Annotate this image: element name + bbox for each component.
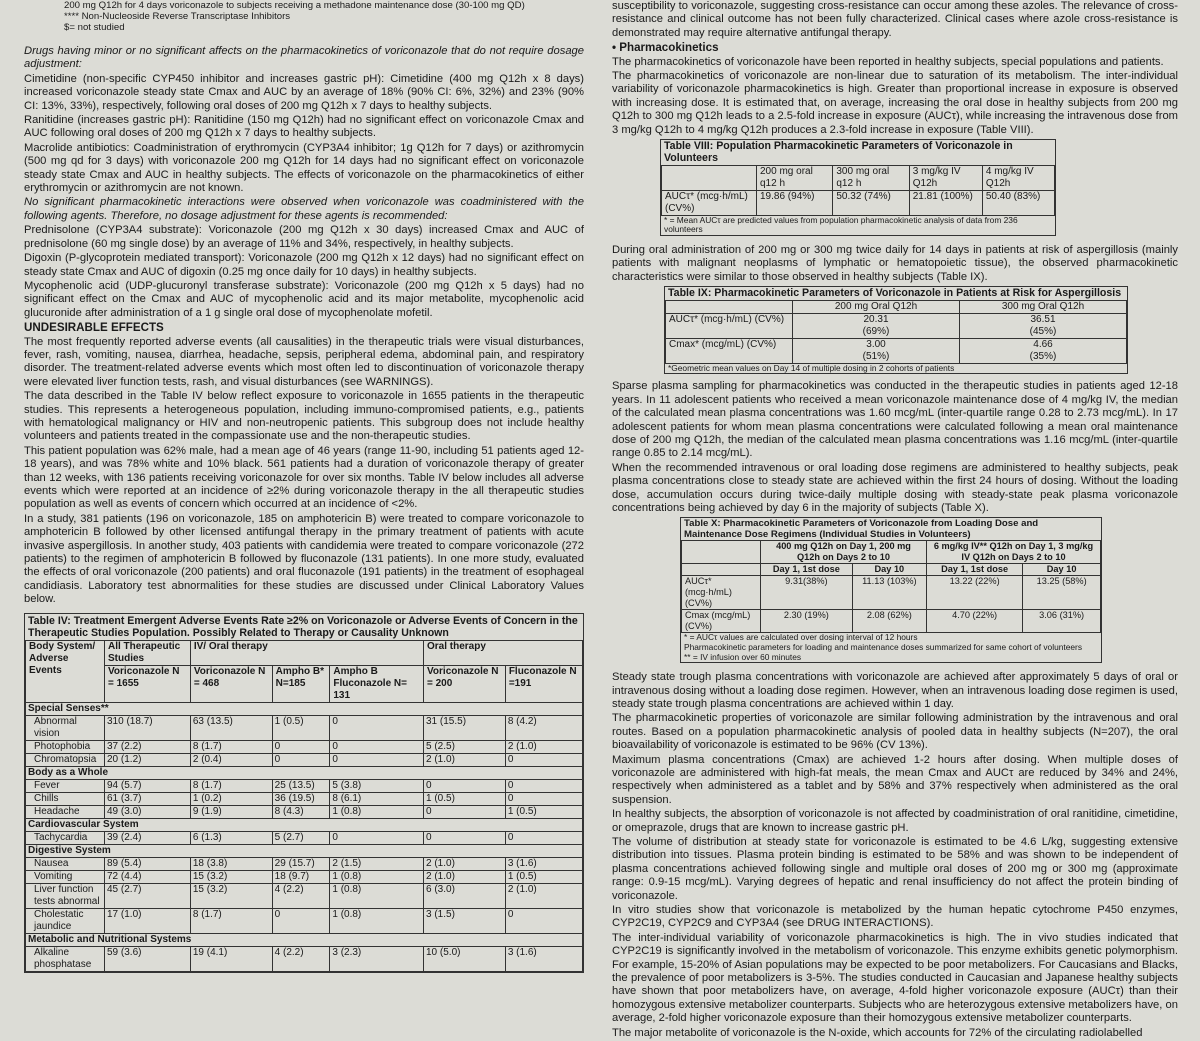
table-iv-all-header: All Therapeutic Studies (105, 641, 191, 666)
table-x-cmax-2: 2.08 (62%) (852, 610, 926, 633)
table-iv-cell: 2 (1.0) (505, 884, 582, 909)
table-iv-cell: 1 (0.8) (330, 909, 424, 934)
table-x-cmax-3: 4.70 (22%) (926, 610, 1022, 633)
table-ix-cmax-300: 4.66 (1033, 338, 1053, 350)
table-iv-cell: 29 (15.7) (272, 858, 330, 871)
table-x-auc-label: AUCτ* (mcg·h/mL) (CV%) (682, 576, 761, 610)
table-iv-cell: 61 (3.7) (105, 793, 191, 806)
cross-resistance-paragraph: susceptibility to voriconazole, suggesting cross-resistance can occur among these azoles. The relevance of cross-resistance and clinical outcome has not been fully characterized. Clinical cases where azole cross-resistance is demonstrated may require alternative antifungal therapy. (612, 0, 1178, 39)
table-viii-value-1: 19.86 (94%) (757, 190, 833, 215)
table-iv-cell: 1 (0.2) (190, 793, 272, 806)
table-iv-cell: 0 (505, 832, 582, 845)
table-iv-section-row (26, 819, 583, 832)
table-viii-col-4: 4 mg/kg IV Q12h (982, 165, 1054, 190)
table-iv-cell: 1 (0.5) (505, 871, 582, 884)
adverse-events-paragraph-1: The most frequently reported adverse events (all causalities) in the therapeutic trials were visual disturbances, fever, rash, vomiting, nausea, diarrhea, headache, sepsis, peripheral edema, abdominal pain, and respiratory disorder. The treatment-related adverse events which most often led to discontinuation of voriconazole therapy were elevated liver function tests, rash, and visual disturbances (see WARNINGS). (24, 335, 584, 388)
table-ix-auc-300: 36.51 (1030, 313, 1056, 325)
table-x-auc-4: 13.25 (58%) (1023, 576, 1101, 610)
undesirable-effects-heading: UNDESIRABLE EFFECTS (24, 321, 164, 335)
adverse-events-paragraph-4: In a study, 381 patients (196 on voriconazole, 185 on amphotericin B) were treated to compare voriconazole to amphotericin B followed by other licensed antifungal therapy in the primary treatment of patients with acute invasive aspergillosis. In another study, 403 patients with candidemia were treated to compare voriconazole (272 patients) to the regimen of amphotericin B followed by fluconazole (131 patients). In one more study, evaluated the effects of oral voriconazole (200 patients) and oral fluconazole (191 patients) in the treatment of esophageal candidiasis. Laboratory test abnormalities for these studies are discussed under Clinical Laboratory Values below. (24, 512, 584, 606)
table-iv-cell: 0 (424, 780, 506, 793)
table-iv-cell: 17 (1.0) (105, 909, 191, 934)
table-iv-cell: 0 (330, 754, 424, 767)
digoxin-paragraph: Digoxin (P-glycoprotein mediated transport): Voriconazole (200 mg Q12h x 12 days) had no significant effect on steady state Cmax and AUC of digoxin (0.25 mg once daily for 10 days) in healthy subjects. (24, 252, 584, 278)
table-iv-section-row (26, 934, 583, 947)
sparse-sampling-paragraph: Sparse plasma sampling for pharmacokinetics was conducted in the therapeutic studies in patients aged 12-18 years. In 11 adolescent patients who received a mean voriconazole maintenance dose of 4 mg/kg IV, the median of the calculated mean plasma concentrations was 1.60 mcg/mL (inter-quartile range 0.28 to 2.73 mcg/mL). In 17 adolescent patients for whom mean plasma concentrations were calculated following a mean oral maintenance dose of 200 mg Q12h, the median of the calculated mean plasma concentrations was 1.16 mcg/mL (inter-quartile range 0.85 to 2.14 mcg/mL). (612, 380, 1178, 460)
ranitidine-paragraph: Ranitidine (increases gastric pH): Ranitidine (150 mg Q12h) had no significant effect on voriconazole Cmax and AUC following oral doses of 200 mg Q12h x 7 days to healthy subjects. (24, 114, 584, 140)
adverse-events-paragraph-3: This patient population was 62% male, had a mean age of 46 years (range 11-90, including 51 patients aged 12-18 years), and was 78% white and 10% black. 561 patients had a duration of voriconazole therapy of greater than 12 weeks, with 136 patients receiving voriconazole for over six months. Table IV below includes all adverse events which were reported at an incidence of ≥2% during voriconazole therapy in the all therapeutic studies population as well as events of concern which occurred at an incidence of <2%. (24, 444, 584, 511)
table-iv-cell: 0 (424, 806, 506, 819)
table-viii-row-label: AUCτ* (mcg·h/mL) (CV%) (662, 190, 757, 215)
table-iv-cell: 8 (6.1) (330, 793, 424, 806)
table-iv-subheader: Ampho B Fluconazole N= 131 (330, 666, 424, 703)
cimetidine-paragraph: Cimetidine (non-specific CYP450 inhibitor and increases gastric pH): Cimetidine (400 mg Q12h x 8 days) increased voriconazole steady state Cmax and AUC by an average of 18% (90% CI: 6%, 32%) and 23% (90% CI: 13%, 33%), respectively, following oral doses of 200 mg Q12h x 7 days to healthy subjects. (24, 72, 584, 112)
table-iv-cell: 9 (1.9) (190, 806, 272, 819)
table-viii-value-4: 50.40 (83%) (982, 190, 1054, 215)
table-row (26, 793, 583, 806)
table-viii-caption: Table VIII: Population Pharmacokinetic Parameters of Voriconazole in Volunteers (664, 140, 1013, 165)
table-x-auc-2: 11.13 (103%) (852, 576, 926, 610)
table-iv-cell: 0 (330, 716, 424, 741)
table-iv-subheader: Voriconazole N = 200 (424, 666, 506, 703)
table-iv-cell: 0 (505, 780, 582, 793)
table-iv-event-label: Liver function tests abnormal (26, 884, 105, 909)
table-iv-grid (25, 640, 583, 972)
table-row (26, 947, 583, 972)
table-ix-grid (665, 300, 1127, 364)
table-iv-iv-header: IV/ Oral therapy (190, 641, 423, 666)
table-iv-cell: 18 (9.7) (272, 871, 330, 884)
minor-effects-heading: Drugs having minor or no significant affects on the pharmacokinetics of voriconazole that do not require dosage adjustment: (24, 45, 584, 71)
table-iv-cell: 1 (0.5) (505, 806, 582, 819)
table-iv-cell: 5 (2.5) (424, 741, 506, 754)
pk-paragraph-2: The pharmacokinetics of voriconazole are non-linear due to saturation of its metabolism. The inter-individual variability of voriconazole pharmacokinetics is high. Greater than proportional increase in exposure is observed with increasing dose. It is estimated that, on average, increasing the oral dose in healthy subjects from 200 mg Q12h to 300 mg Q12h leads to a 2.5-fold increase in exposure (AUCτ), while increasing the intravenous dose from 3 mg/kg Q12h to 4 mg/kg Q12h produces a 2.3-fold increase in exposure (Table VIII). (612, 70, 1178, 136)
table-iv-cell: 36 (19.5) (272, 793, 330, 806)
table-iv (24, 613, 584, 974)
pk-paragraph-1: The pharmacokinetics of voriconazole have been reported in healthy subjects, special populations and patients. (612, 55, 1164, 68)
pharmacokinetics-heading-text: Pharmacokinetics (619, 41, 719, 55)
table-x (680, 517, 1102, 663)
table-viii-col-3: 3 mg/kg IV Q12h (909, 165, 982, 190)
table-iv-oral-header: Oral therapy (424, 641, 583, 666)
table-iv-subheader: Voriconazole N = 468 (190, 666, 272, 703)
table-iv-event-label: Vomiting (26, 871, 105, 884)
adverse-events-paragraph-2: The data described in the Table IV below reflect exposure to voriconazole in 1655 patients in the therapeutic studies. This represents a heterogeneous population, including immuno-compromised patients, e.g., patients with hematological malignancy or HIV and non-neutropenic patients. This subgroup does not include healthy volunteers and patients treated in the compassionate use and the non-therapeutic studies. (24, 390, 584, 443)
table-x-col-3: Day 1, 1st dose (926, 564, 1022, 576)
table-ix-col-1: 200 mg Oral Q12h (793, 300, 960, 313)
table-iv-event-label: Headache (26, 806, 105, 819)
table-iv-cell: 2 (1.0) (424, 858, 506, 871)
table-iv-cell: 1 (0.8) (330, 884, 424, 909)
pharmacokinetics-heading: • Pharmacokinetics (612, 41, 719, 55)
right-column (612, 0, 1178, 1041)
table-iv-cell: 2 (0.4) (190, 754, 272, 767)
table-iv-cell: 0 (272, 909, 330, 934)
table-iv-cell: 4 (2.2) (272, 884, 330, 909)
table-ix-cmax-200-cv: (51%) (862, 350, 890, 362)
table-iv-caption: Table IV: Treatment Emergent Adverse Events Rate ≥2% on Voriconazole or Adverse Events of Concern in the Therapeutic Studies Population. Possibly Related to Therapy or Causality Unknown (28, 614, 578, 640)
table-iv-cell: 1 (0.8) (330, 871, 424, 884)
table-iv-event-label: Fever (26, 780, 105, 793)
mycophenolic-paragraph: Mycophenolic acid (UDP-glucuronyl transferase substrate): Voriconazole (200 mg Q12h x 5 days) had no significant effect on the Cmax and AUC of mycophenolic acid and its major metabolite, mycophenolic acid glucuronide after administration of a 1 g single oral dose of mycophenolate mofetil. (24, 279, 584, 319)
table-viii-col-1: 200 mg oral q12 h (757, 165, 833, 190)
table-x-col-1: Day 1, 1st dose (761, 564, 853, 576)
table-iv-subheader: Ampho B* N=185 (272, 666, 330, 703)
table-row (26, 832, 583, 845)
metabolite-paragraph: The major metabolite of voriconazole is the N-oxide, which accounts for 72% of the circulating radiolabelled (612, 1026, 1143, 1039)
table-iv-event-label: Tachycardia (26, 832, 105, 845)
table-iv-cell: 63 (13.5) (190, 716, 272, 741)
table-iv-event-label: Nausea (26, 858, 105, 871)
table-row (26, 780, 583, 793)
table-x-footnote-1: * = AUCτ values are calculated over dosing interval of 12 hours (684, 632, 918, 643)
no-interaction-heading: No significant pharmacokinetic interactions were observed when voriconazole was coadministered with the following agents. Therefore, no dosage adjustment for these agents is recommended: (24, 196, 584, 222)
left-column (24, 0, 584, 973)
variability-paragraph: The inter-individual variability of voriconazole pharmacokinetics is high. The in vivo studies indicated that CYP2C19 is significantly involved in the metabolism of voriconazole. This enzyme exhibits genetic polymorphism. For example, 15-20% of Asian populations may be expected to be poor metabolizers. For Caucasians and Blacks, the prevalence of poor metabolizers is 3-5%. The studies conducted in Caucasian and Japanese healthy subjects have shown that poor metabolizers have, on average, 4-fold higher voriconazole exposure (AUCτ) than their homozygous extensive metabolizer counterparts. Subjects who are heterozygous extensive metabolizers have, on average, 2-fold higher voriconazole exposure than their homozygous extensive metabolizer counterparts. (612, 931, 1178, 1025)
table-iv-section-label: Special Senses** (26, 703, 583, 716)
table-x-cmax-1: 2.30 (19%) (761, 610, 853, 633)
table-iv-section-row (26, 767, 583, 780)
table-iv-subheader: Fluconazole N =191 (505, 666, 582, 703)
table-iv-cell: 39 (2.4) (105, 832, 191, 845)
table-iv-cell: 6 (3.0) (424, 884, 506, 909)
table-iv-cell: 49 (3.0) (105, 806, 191, 819)
distribution-paragraph: The volume of distribution at steady state for voriconazole is estimated to be 4.6 L/kg, suggesting extensive distribution into tissues. Plasma protein binding is estimated to be 58% and was shown to be independent of plasma concentrations achieved following single and multiple oral doses of 200 mg or 300 mg (approximate range: 0.9-15 mcg/mL). Varying degrees of hepatic and renal insufficiency do not affect the protein binding of voriconazole. (612, 836, 1178, 902)
table-x-group-iv: 6 mg/kg IV** Q12h on Day 1, 3 mg/kg IV Q12h on Days 2 to 10 (926, 541, 1100, 564)
table-iv-cell: 1 (0.5) (424, 793, 506, 806)
steady-state-paragraph: Steady state trough plasma concentrations with voriconazole are achieved after approximately 5 days of oral or intravenous dosing without a loading dose regimen. However, when an intravenous loading dose regimen is used, steady state trough plasma concentrations are achieved within 1 day. (612, 671, 1178, 710)
table-iv-cell: 59 (3.6) (105, 947, 191, 972)
table-x-group-oral: 400 mg Q12h on Day 1, 200 mg Q12h on Days 2 to 10 (761, 541, 927, 564)
table-viii-footnote: * = Mean AUCτ are predicted values from population pharmacokinetic analysis of data from 236 volunteers (664, 214, 1018, 235)
table-iv-cell: 94 (5.7) (105, 780, 191, 793)
table-iv-cell: 89 (5.4) (105, 858, 191, 871)
route-similarity-paragraph: The pharmacokinetic properties of voriconazole are similar following administration by the intravenous and oral routes. Based on a population pharmacokinetic analysis of pooled data in healthy subjects (N=207), the oral bioavailability of voriconazole is estimated to be 96% (CV 13%). (612, 712, 1178, 752)
cmax-paragraph: Maximum plasma concentrations (Cmax) are achieved 1-2 hours after dosing. When multiple doses of voriconazole are administered with high-fat meals, the mean Cmax and AUCτ are reduced by 34% and 24%, respectively when administered as a tablet and by 58% and 37% respectively when administered as the oral suspension. (612, 753, 1178, 806)
table-iv-cell: 310 (18.7) (105, 716, 191, 741)
table-x-footnote-3: ** = IV infusion over 60 minutes (684, 651, 802, 662)
table-iv-cell: 0 (505, 793, 582, 806)
table-row (26, 909, 583, 934)
footnote-3: $= not studied (64, 22, 125, 33)
table-ix-auc-label: AUCτ* (mcg·h/mL) (CV%) (666, 313, 793, 338)
table-ix-col-2: 300 mg Oral Q12h (960, 300, 1127, 313)
table-iv-cell: 8 (4.3) (272, 806, 330, 819)
table-ix-auc-300-cv: (45%) (1029, 325, 1057, 337)
table-iv-event-label: Abnormal vision (26, 716, 105, 741)
table-iv-cell: 15 (3.2) (190, 871, 272, 884)
table-iv-cell: 31 (15.5) (424, 716, 506, 741)
table-iv-cell: 1 (0.5) (272, 716, 330, 741)
table-ix-auc-200-cv: (69%) (862, 325, 890, 337)
table-ix-cmax-label: Cmax* (mcg/mL) (CV%) (666, 338, 793, 363)
table-iv-cell: 10 (5.0) (424, 947, 506, 972)
table-viii-value-2: 50.32 (74%) (833, 190, 909, 215)
table-x-cmax-label: Cmax (mcg/mL) (CV%) (682, 610, 761, 633)
table-viii-grid (661, 165, 1055, 216)
table-iv-cell: 37 (2.2) (105, 741, 191, 754)
table-iv-cell: 4 (2.2) (272, 947, 330, 972)
table-iv-cell: 8 (4.2) (505, 716, 582, 741)
table-iv-cell: 25 (13.5) (272, 780, 330, 793)
loading-dose-paragraph: When the recommended intravenous or oral loading dose regimens are administered to healthy subjects, peak plasma concentrations close to steady state are achieved within the first 24 hours of dosing. Without the loading dose, accumulation occurs during twice-daily multiple dosing with steady-state peak plasma voriconazole concentrations being achieved by day 6 in the majority of subjects (Table X). (612, 461, 1178, 514)
table-iv-cell: 15 (3.2) (190, 884, 272, 909)
table-x-auc-1: 9.31(38%) (761, 576, 853, 610)
macrolide-paragraph: Macrolide antibiotics: Coadministration of erythromycin (CYP3A4 inhibitor; 1g Q12h for 7 days) or azithromycin (500 mg qd for 3 days) with voriconazole 200 mg Q12h for 14 days had no significant effect on voriconazole steady state Cmax and AUC in healthy subjects. The effects of voriconazole on the pharmacokinetics of either erythromycin or azithromycin are not known. (24, 141, 584, 195)
table-iv-cell: 20 (1.2) (105, 754, 191, 767)
table-iv-event-label: Chromatopsia (26, 754, 105, 767)
table-x-grid (681, 540, 1101, 633)
table-x-caption: Table X: Pharmacokinetic Parameters of Voriconazole from Loading Dose and Maintenance Dose Regimens (Individual Studies in Volunteers) (684, 518, 1039, 541)
table-row (26, 884, 583, 909)
table-iv-cell: 3 (1.5) (424, 909, 506, 934)
table-x-col-2: Day 10 (852, 564, 926, 576)
table-iv-cell: 2 (1.0) (424, 871, 506, 884)
table-x-footnote-2: Pharmacokinetic parameters for loading and maintenance doses summarized for same cohort of volunteers (684, 641, 1083, 652)
table-row (26, 754, 583, 767)
table-row (26, 741, 583, 754)
table-iv-cell: 2 (1.5) (330, 858, 424, 871)
table-iv-cell: 5 (2.7) (272, 832, 330, 845)
table-row (26, 871, 583, 884)
in-vitro-paragraph: In vitro studies show that voriconazole is metabolized by the human hepatic cytochrome P450 enzymes, CYP2C19, CYP2C9 and CYP3A4 (see DRUG INTERACTIONS). (612, 904, 1178, 930)
table-ix-cmax-200: 3.00 (866, 338, 886, 350)
table-ix-cmax-300-cv: (35%) (1029, 350, 1057, 362)
table-iv-cell: 8 (1.7) (190, 741, 272, 754)
table-iv-body-header: Body System/ Adverse Events (26, 641, 105, 703)
table-iv-cell: 45 (2.7) (105, 884, 191, 909)
table-iv-cell: 0 (505, 909, 582, 934)
table-iv-section-row (26, 845, 583, 858)
table-viii (660, 139, 1056, 236)
table-iv-cell: 8 (1.7) (190, 909, 272, 934)
table-iv-cell: 5 (3.8) (330, 780, 424, 793)
table-iv-subheader: Voriconazole N = 1655 (105, 666, 191, 703)
table-iv-cell: 0 (505, 754, 582, 767)
table-iv-cell: 0 (330, 832, 424, 845)
table-iv-cell: 0 (424, 832, 506, 845)
table-iv-cell: 0 (272, 741, 330, 754)
table-row (26, 716, 583, 741)
table-iv-cell: 18 (3.8) (190, 858, 272, 871)
table-iv-cell: 3 (1.6) (505, 858, 582, 871)
table-iv-cell: 3 (2.3) (330, 947, 424, 972)
table-iv-cell: 6 (1.3) (190, 832, 272, 845)
table-iv-section-row (26, 703, 583, 716)
table-iv-section-label: Metabolic and Nutritional Systems (26, 934, 583, 947)
table-ix (664, 286, 1128, 374)
table-iv-event-label: Chills (26, 793, 105, 806)
table-x-auc-3: 13.22 (22%) (926, 576, 1022, 610)
table-iv-event-label: Photophobia (26, 741, 105, 754)
table-viii-value-3: 21.81 (100%) (909, 190, 982, 215)
absorption-paragraph: In healthy subjects, the absorption of voriconazole is not affected by coadministration of oral ranitidine, cimetidine, or omeprazole, drugs that are known to increase gastric pH. (612, 808, 1178, 834)
table-iv-event-label: Alkaline phosphatase (26, 947, 105, 972)
table-row (26, 806, 583, 819)
table-iv-section-label: Cardiovascular System (26, 819, 583, 832)
oral-administration-paragraph: During oral administration of 200 mg or 300 mg twice daily for 14 days in patients at risk of aspergillosis (mainly patients with malignant neoplasms of lymphatic or hematopoietic tissue), the observed pharmacokinetic characteristics were similar to those observed in healthy subjects (Table IX). (612, 244, 1178, 283)
table-viii-col-2: 300 mg oral q12 h (833, 165, 909, 190)
table-iv-event-label: Cholestatic jaundice (26, 909, 105, 934)
table-iv-cell: 0 (272, 754, 330, 767)
prednisolone-paragraph: Prednisolone (CYP3A4 substrate): Voriconazole (200 mg Q12h x 30 days) increased Cmax and AUC of prednisolone (60 mg single dose) by an average of 11% and 34%, respectively, in healthy subjects. (24, 224, 584, 250)
footnote-2: **** Non-Nucleoside Reverse Transcriptase Inhibitors (64, 11, 291, 22)
table-iv-cell: 8 (1.7) (190, 780, 272, 793)
table-ix-auc-200: 20.31 (863, 313, 889, 325)
table-iv-cell: 3 (1.6) (505, 947, 582, 972)
table-ix-footnote: *Geometric mean values on Day 14 of multiple dosing in 2 cohorts of patients (668, 362, 955, 373)
table-iv-section-label: Digestive System (26, 845, 583, 858)
table-row (26, 858, 583, 871)
footnote-1: 200 mg Q12h for 4 days voriconazole to subjects receiving a methadone maintenance dose (30-100 mg QD) (64, 0, 525, 11)
table-iv-cell: 2 (1.0) (505, 741, 582, 754)
table-iv-cell: 2 (1.0) (424, 754, 506, 767)
table-iv-cell: 0 (330, 741, 424, 754)
table-iv-cell: 19 (4.1) (190, 947, 272, 972)
table-iv-section-label: Body as a Whole (26, 767, 583, 780)
table-iv-cell: 1 (0.8) (330, 806, 424, 819)
table-x-col-4: Day 10 (1023, 564, 1101, 576)
table-iv-cell: 72 (4.4) (105, 871, 191, 884)
table-ix-caption: Table IX: Pharmacokinetic Parameters of Voriconazole in Patients at Risk for Aspergillosis (668, 287, 1122, 300)
table-x-cmax-4: 3.06 (31%) (1023, 610, 1101, 633)
